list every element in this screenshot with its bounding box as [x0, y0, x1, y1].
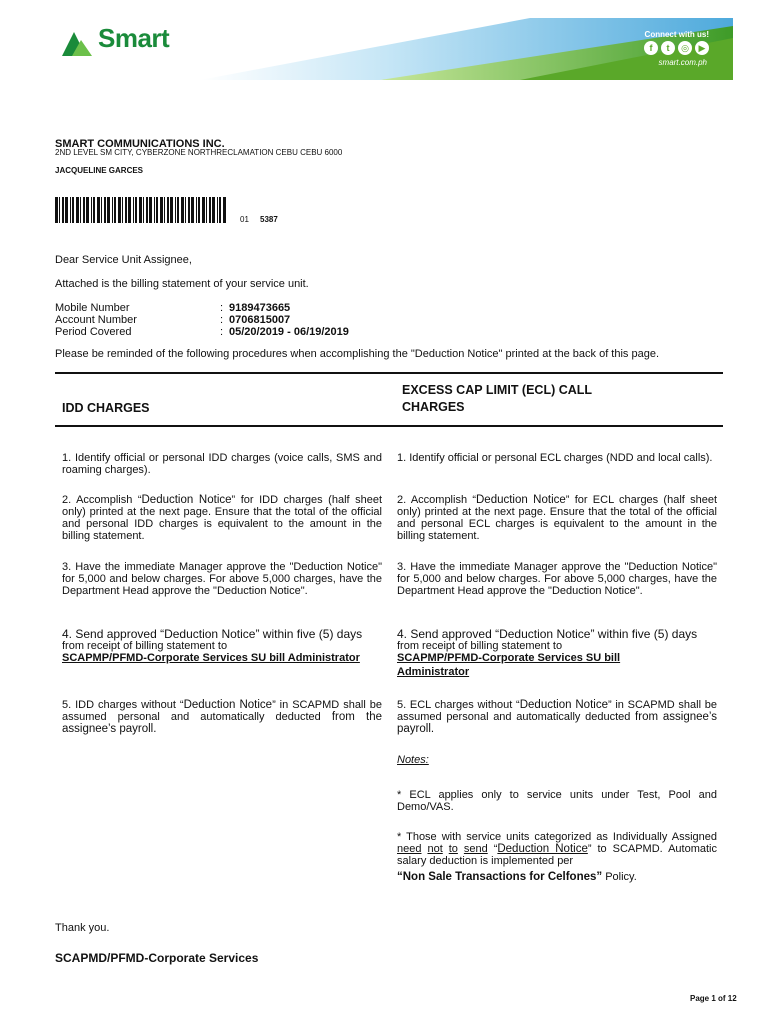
deduction-notice-text: Deduction Notice	[141, 494, 232, 506]
twitter-icon[interactable]: t	[661, 41, 675, 55]
detail-colon: :	[220, 326, 224, 338]
detail-colon: :	[220, 302, 224, 314]
barcode-code-a: 01	[240, 215, 249, 224]
ecl-step-3: 3. Have the immediate Manager approve the "Deduction Notice" for 5,000 and below charges. For above 5,000 charges, have the Department Head approve the "Deduction Notice".	[397, 561, 717, 597]
period-covered: 05/20/2019 - 06/19/2019	[229, 326, 349, 338]
detail-label: Mobile Number	[55, 302, 130, 314]
barcode-code-b: 5387	[260, 215, 278, 224]
social-icons	[644, 41, 709, 55]
brand-name: Smart	[98, 23, 170, 53]
company-name: SMART COMMUNICATIONS INC.	[55, 138, 225, 150]
ecl-step-5: 5. ECL charges without “Deduction Notice” in SCAPMD shall be assumed personal and automatically deducted from assignee’s payroll.	[397, 699, 718, 735]
deduction-notice-text: Deduction Notice	[476, 494, 566, 506]
note-1: * ECL applies only to service units under Test, Pool and Demo/VAS.	[397, 789, 717, 813]
website-link[interactable]: smart.com.ph	[658, 58, 707, 67]
ecl-step-4	[397, 628, 717, 678]
ecl-step-4-recipient-2: Administrator	[397, 666, 470, 678]
header-banner	[50, 18, 733, 80]
table-top-rule	[55, 372, 723, 374]
greeting: Dear Service Unit Assignee,	[55, 254, 192, 266]
detail-label: Period Covered	[55, 326, 132, 338]
facebook-icon[interactable]: f	[644, 41, 658, 55]
ecl-step-4-body: from receipt of billing statement to	[397, 640, 563, 652]
ecl-header-line1: EXCESS CAP LIMIT (ECL) CALL	[402, 383, 593, 397]
intro-text: Attached is the billing statement of your service unit.	[55, 278, 309, 290]
reminder-text: Please be reminded of the following procedures when accomplishing the "Deduction Notice" printed at the back of this page.	[55, 348, 660, 360]
idd-step-2: 2. Accomplish “Deduction Notice” for IDD charges (half sheet only) printed at the next page. Ensure that the total of the official and personal IDD charges is equivalent to the amount in the billing statement.	[62, 494, 382, 542]
table-header-rule	[55, 425, 723, 427]
idd-step-4-body: from receipt of billing statement to	[62, 640, 228, 652]
company-address: 2ND LEVEL SM CITY, CYBERZONE NORTHRECLAMATION CEBU CEBU 6000	[55, 148, 343, 157]
recipient-name: JACQUELINE GARCES	[55, 166, 144, 175]
barcode	[55, 197, 227, 223]
policy-name: “Non Sale Transactions for Celfones”	[397, 871, 603, 883]
account-number: 0706815007	[229, 314, 291, 326]
idd-header: IDD CHARGES	[62, 401, 150, 415]
idd-step-4-recipient: SCAPMP/PFMD-Corporate Services SU bill Administrator	[62, 652, 360, 664]
idd-step-4-lead: 4. Send approved “Deduction Notice” within five (5) days	[62, 627, 363, 641]
page-number: Page 1 of 12	[690, 994, 737, 1003]
policy-line: “Non Sale Transactions for Celfones” Policy.	[397, 871, 637, 883]
ecl-step-1: 1. Identify official or personal ECL charges (NDD and local calls).	[397, 452, 713, 464]
mobile-number: 9189473665	[229, 302, 291, 314]
idd-step-3: 3. Have the immediate Manager approve the "Deduction Notice" for 5,000 and below charges. For above 5,000 charges, have the Department Head approve the "Deduction Notice".	[62, 561, 382, 597]
ecl-step-4-recipient: SCAPMP/PFMD-Corporate Services SU bill	[397, 652, 621, 664]
idd-step-5: 5. IDD charges without “Deduction Notice” in SCAPMD shall be assumed personal and automatically deducted from the assignee’s payroll.	[62, 699, 383, 735]
signoff: SCAPMD/PFMD-Corporate Services	[55, 951, 259, 965]
notes-label: Notes:	[397, 754, 429, 766]
connect-label: Connect with us!	[644, 30, 709, 39]
ecl-step-2: 2. Accomplish “Deduction Notice” for ECL charges (half sheet only) printed at the next page. Ensure that the total of the official and personal ECL charges is equivalent to the amount in the billing statement.	[397, 494, 717, 542]
ecl-header-line2: CHARGES	[402, 400, 465, 414]
idd-step-4	[62, 628, 382, 664]
youtube-icon[interactable]: ▶	[695, 41, 709, 55]
ecl-step-4-lead: 4. Send approved “Deduction Notice” within five (5) days	[397, 627, 698, 641]
note-2: * Those with service units categorized as Individually Assigned need not to send “Deduction Notice” to SCAPMD. Automatic salary deduction is implemented per	[397, 831, 717, 867]
idd-step-1: 1. Identify official or personal IDD charges (voice calls, SMS and roaming charges).	[62, 452, 382, 476]
thank-you: Thank you.	[55, 922, 110, 934]
detail-label: Account Number	[55, 314, 137, 326]
instagram-icon[interactable]: ◎	[678, 41, 692, 55]
detail-colon: :	[220, 314, 224, 326]
